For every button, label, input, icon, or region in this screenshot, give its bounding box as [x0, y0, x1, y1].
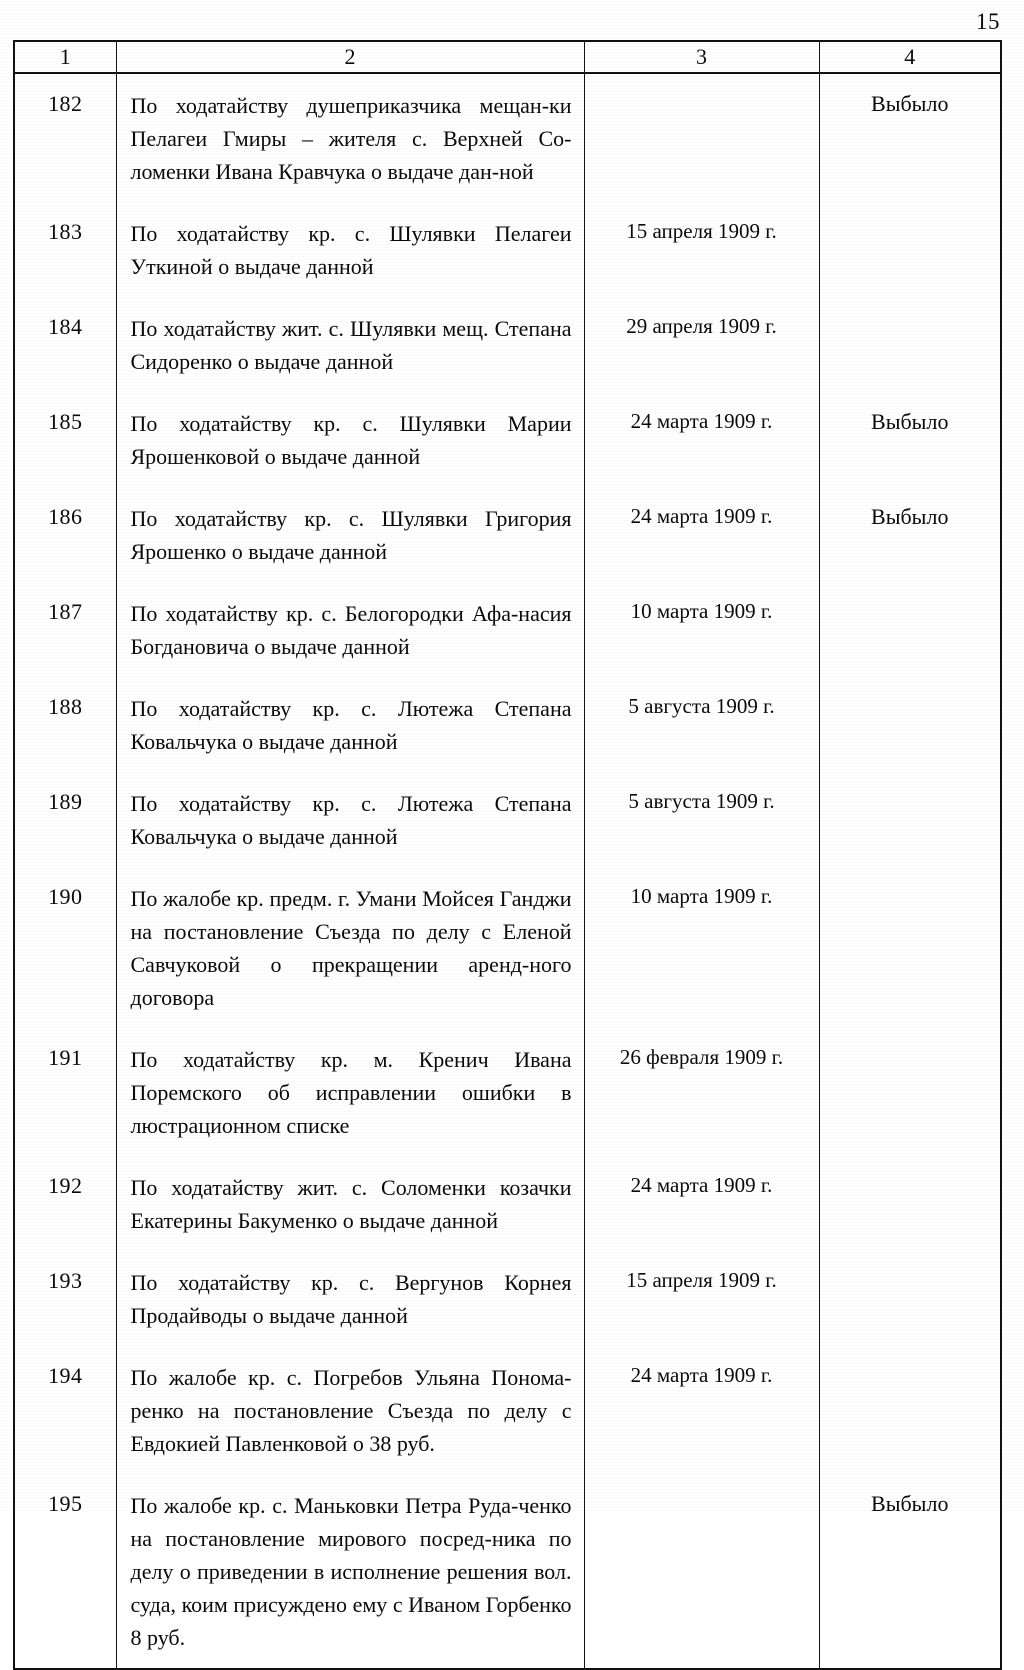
entry-number: 190	[14, 867, 116, 1028]
entry-number: 182	[14, 73, 116, 202]
entry-date: 10 марта 1909 г.	[584, 582, 819, 677]
entry-note	[819, 772, 1001, 867]
entry-number: 195	[14, 1474, 116, 1669]
entry-note	[819, 202, 1001, 297]
entry-description: По ходатайству жит. с. Шулявки мещ. Степана Сидоренко о выдаче данной	[116, 297, 584, 392]
entry-note: Выбыло	[819, 1474, 1001, 1669]
entry-date: 24 марта 1909 г.	[584, 392, 819, 487]
entry-date: 24 марта 1909 г.	[584, 1346, 819, 1474]
entry-note: Выбыло	[819, 392, 1001, 487]
table-body	[14, 73, 1001, 1669]
entry-note: Выбыло	[819, 487, 1001, 582]
register-table	[13, 40, 1002, 1670]
entry-date	[584, 73, 819, 202]
entry-date: 24 марта 1909 г.	[584, 1156, 819, 1251]
entry-description: По жалобе кр. с. Маньковки Петра Руда-ченко на постановление мирового посред-ника по делу о приведении в исполнение решения вол. суда, коим присуждено ему с Иваном Горбенко 8 руб.	[116, 1474, 584, 1669]
entry-description: По ходатайству кр. с. Вергунов Корнея Продайводы о выдаче данной	[116, 1251, 584, 1346]
entry-number: 194	[14, 1346, 116, 1474]
entry-note	[819, 1156, 1001, 1251]
table-row	[14, 867, 1001, 1028]
entry-number: 192	[14, 1156, 116, 1251]
entry-description: По ходатайству душеприказчика мещан-ки Пелагеи Гмиры – жителя с. Верхней Со-ломенки Ивана Кравчука о выдаче дан-ной	[116, 73, 584, 202]
table-row	[14, 1156, 1001, 1251]
entry-description: По ходатайству кр. м. Кренич Ивана Поремского об исправлении ошибки в люстрационном списке	[116, 1028, 584, 1156]
page-number: 15	[976, 9, 1000, 34]
entry-description: По ходатайству кр. с. Лютежа Степана Ковальчука о выдаче данной	[116, 772, 584, 867]
entry-note	[819, 297, 1001, 392]
entry-number: 193	[14, 1251, 116, 1346]
entry-note	[819, 1028, 1001, 1156]
entry-description: По ходатайству кр. с. Шулявки Марии Ярошенковой о выдаче данной	[116, 392, 584, 487]
table-row	[14, 582, 1001, 677]
entry-date: 15 апреля 1909 г.	[584, 202, 819, 297]
entry-description: По ходатайству кр. с. Лютежа Степана Ковальчука о выдаче данной	[116, 677, 584, 772]
column-header-2: 2	[116, 41, 584, 73]
entry-note: Выбыло	[819, 73, 1001, 202]
entry-description: По ходатайству кр. с. Белогородки Афа-насия Богдановича о выдаче данной	[116, 582, 584, 677]
entry-description: По ходатайству кр. с. Шулявки Григория Ярошенко о выдаче данной	[116, 487, 584, 582]
entry-number: 189	[14, 772, 116, 867]
entry-number: 187	[14, 582, 116, 677]
table-row	[14, 772, 1001, 867]
table-row	[14, 202, 1001, 297]
entry-date: 24 марта 1909 г.	[584, 487, 819, 582]
entry-note	[819, 867, 1001, 1028]
entry-description: По жалобе кр. предм. г. Умани Мойсея Ганджи на постановление Съезда по делу с Еленой Савчуковой о прекращении аренд-ного договора	[116, 867, 584, 1028]
table-header-row	[14, 41, 1001, 73]
table-row	[14, 392, 1001, 487]
table-row	[14, 297, 1001, 392]
entry-number: 188	[14, 677, 116, 772]
entry-date: 5 августа 1909 г.	[584, 772, 819, 867]
column-header-3: 3	[584, 41, 819, 73]
entry-number: 184	[14, 297, 116, 392]
entry-date: 5 августа 1909 г.	[584, 677, 819, 772]
entry-number: 186	[14, 487, 116, 582]
entry-number: 183	[14, 202, 116, 297]
entry-date	[584, 1474, 819, 1669]
entry-number: 185	[14, 392, 116, 487]
entry-date: 10 марта 1909 г.	[584, 867, 819, 1028]
entry-note	[819, 677, 1001, 772]
entry-note	[819, 1346, 1001, 1474]
entry-note	[819, 582, 1001, 677]
table-row	[14, 487, 1001, 582]
entry-number: 191	[14, 1028, 116, 1156]
entry-date: 29 апреля 1909 г.	[584, 297, 819, 392]
entry-description: По ходатайству кр. с. Шулявки Пелагеи Уткиной о выдаче данной	[116, 202, 584, 297]
entry-description: По жалобе кр. с. Погребов Ульяна Понома-ренко на постановление Съезда по делу с Евдокией Павленковой о 38 руб.	[116, 1346, 584, 1474]
column-header-4: 4	[819, 41, 1001, 73]
table-row	[14, 73, 1001, 202]
column-header-1: 1	[14, 41, 116, 73]
table-row	[14, 1028, 1001, 1156]
table-row	[14, 1474, 1001, 1669]
table-row	[14, 677, 1001, 772]
table-row	[14, 1346, 1001, 1474]
entry-description: По ходатайству жит. с. Соломенки козачки Екатерины Бакуменко о выдаче данной	[116, 1156, 584, 1251]
table-row	[14, 1251, 1001, 1346]
entry-date: 15 апреля 1909 г.	[584, 1251, 819, 1346]
entry-date: 26 февраля 1909 г.	[584, 1028, 819, 1156]
entry-note	[819, 1251, 1001, 1346]
